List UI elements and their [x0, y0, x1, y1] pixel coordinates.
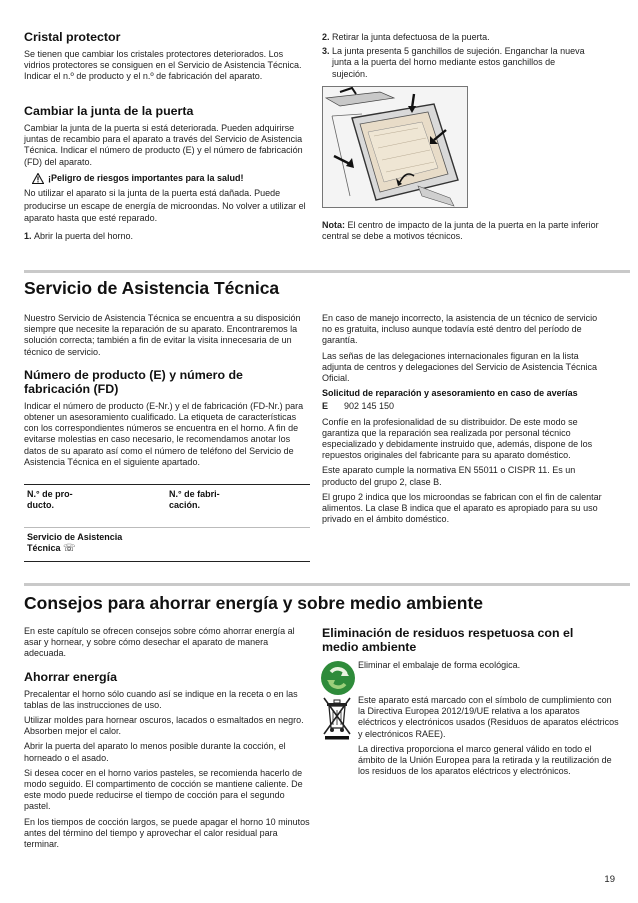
warning-title: ¡Peligro de riesgos importantes para la salud! [48, 173, 244, 183]
servicio-right [322, 313, 608, 525]
step-3 [322, 46, 608, 80]
step-1 [24, 231, 310, 242]
crossed-bin-icon [322, 696, 352, 740]
tip-1: Precalentar el horno sólo cuando así se indique en la receta o en las tablas de las instrucciones de uso. [24, 688, 298, 710]
cristal-section [24, 30, 310, 83]
section-divider-1 [24, 270, 630, 273]
tip-2: Utilizar moldes para hornear oscuros, lacados o esmaltados en negro. Absorben mejor el calor. [24, 715, 304, 737]
numero-title: Número de producto (E) y número de fabricación (FD) [24, 367, 243, 396]
consejos-title: Consejos para ahorrar energía y sobre medio ambiente [24, 593, 484, 613]
phone-line [322, 401, 608, 412]
step-1-text: Abrir la puerta del horno. [34, 231, 134, 241]
numero-text: Indicar el número de producto (E-Nr.) y el de fabricación (FD-Nr.) para obtener un asesoramiento cualificado. La etiqueta de características con los correspondientes números se encuentra en el horno. A fin de evitarse molestias en caso necesario, le recomendamos anotar los datos de su aparato así como el número de teléfono del Servicio de Asistencia Técnica en el siguiente apartado. [24, 400, 304, 467]
eliminacion-block [322, 626, 608, 654]
eliminacion-title: Eliminación de residuos respetuosa con el medio ambiente [322, 626, 574, 654]
tip-3: Abrir la puerta del aparato lo menos posible durante la cocción, el horneado o el asado. [24, 741, 286, 763]
nota-label: Nota: [322, 220, 345, 230]
step-1-number: 1. [24, 231, 32, 241]
junta-section [24, 104, 310, 168]
servicio-right-p4: Este aparato cumple la normativa EN 55011 o CISPR 11. Es un producto del grupo 2, clase B. [322, 465, 576, 487]
table-service-label [27, 532, 137, 554]
tip-5: En los tiempos de cocción largos, se puede apagar el horno 10 minutos antes del término del tiempo y aprovechar el calor residual para terminar. [24, 816, 310, 850]
page-number: 19 [604, 874, 615, 885]
table-service-text: Servicio de Asistencia Técnica [27, 532, 123, 554]
cristal-title: Cristal protector [24, 30, 121, 44]
nota-block [322, 220, 608, 242]
table-row-service [24, 528, 310, 562]
eliminacion-text-3: La directiva proporciona el marco general válido en todo el ámbito de la Unión Europea para la retirada y la reutilización de los residuos de los aparatos eléctricos y electrónicos. [358, 743, 612, 777]
step-2 [322, 32, 608, 43]
table-col-product: N.° de pro-ducto. [27, 489, 73, 511]
eliminacion-weee-text [358, 695, 620, 777]
servicio-left [24, 313, 310, 468]
consejos-intro: En este capítulo se ofrecen consejos sobre cómo ahorrar energía al asar y hornear, y sobre cómo desechar el aparato de manera adecuada. [24, 626, 295, 659]
service-data-table [24, 484, 310, 562]
servicio-intro: Nuestro Servicio de Asistencia Técnica se encuentra a su disposición siempre que necesite la reparación de su aparato. Encontraremos la solución correcta; también a fin de evitar la visita innecesaria de un técnico de servicio. [24, 313, 301, 357]
section-divider-2 [24, 583, 630, 586]
ahorrar-title: Ahorrar energía [24, 669, 117, 684]
junta-text: Cambiar la junta de la puerta si está deteriorada. Pueden adquirirse juntas de recambio para el aparato a través del Servicio de Asistencia Técnica. Indicar el número de producto (E) y el número de fabricación (FD) del aparato. [24, 123, 303, 167]
step-2-text: Retirar la junta defectuosa de la puerta. [332, 32, 490, 42]
phone-icon: ☏ [63, 543, 76, 555]
junta-title: Cambiar la junta de la puerta [24, 104, 194, 118]
table-row-product [24, 484, 310, 528]
solicitud-title: Solicitud de reparación y asesoramiento en caso de averías [322, 388, 578, 399]
consejos-left [24, 626, 310, 850]
nota-text: El centro de impacto de la junta de la puerta en la parte inferior central se debe a motivos técnicos. [322, 220, 599, 242]
servicio-right-p2: Las señas de las delegaciones internacionales figuran en la lista adjunta de centros y delegaciones del Servicio de Asistencia Técnica Oficial. [322, 350, 598, 384]
cristal-text: Se tienen que cambiar los cristales protectores deteriorados. Los vidrios protectores se consiguen en el Servicio de Asistencia Técnica. Indicar el n.º de producto y el n.º de fabricación del aparato. [24, 49, 302, 82]
warning-block [24, 173, 310, 225]
phone-number: 902 145 150 [344, 401, 395, 412]
step-3-number: 3. [322, 46, 330, 57]
warning-triangle-icon [32, 173, 44, 184]
phone-label: E [322, 401, 329, 412]
table-col-fabrication: N.° de fabri-cación. [169, 489, 220, 511]
servicio-title: Servicio de Asistencia Técnica [24, 278, 280, 298]
eliminacion-text-1: Eliminar el embalaje de forma ecológica. [358, 660, 521, 670]
servicio-right-p3: Confíe en la profesionalidad de su distribuidor. De este modo se garantiza que la reparación sea realizada por personal técnico especializado y debidamente instruido que, además, dispone de los repuestos originales del fabricante para su aparato doméstico. [322, 416, 593, 461]
servicio-right-p5: El grupo 2 indica que los microondas se fabrican con el fin de calentar alimentos. La clase B indica que el aparato es apropiado para su uso privado en el ámbito doméstico. [322, 491, 602, 525]
oven-door-illustration [322, 86, 468, 208]
steps-right [322, 32, 608, 80]
step-3-text: La junta presenta 5 ganchillos de sujeción. Enganchar la nueva junta a la puerta del horno mediante estos ganchillos de sujeción. [332, 46, 585, 79]
tip-4: Si desea cocer en el horno varios pasteles, se recomienda hacerlo de modo seguido. El compartimento de cocción se mantiene caliente. De este modo puede reducirse el tiempo de cocción para el segundo pastel. [24, 767, 303, 812]
eliminacion-text-2: Este aparato está marcado con el símbolo de cumplimiento con la Directiva Europea 2012/19/UE relativa a los aparatos eléctricos y electrónicos usados (Residuos de aparatos eléctricos y electrónicos RAEE). [358, 695, 619, 739]
warning-heading [24, 173, 310, 184]
servicio-right-p1: En caso de manejo incorrecto, la asistencia de un técnico de servicio no es gratuita, incluso aunque todavía esté dentro del período de garantía. [322, 313, 598, 346]
warning-text: No utilizar el aparato si la junta de la puerta está dañada. Puede producirse un escape de energía de microondas. No volver a utilizar el aparato hasta que esté reparado. [24, 188, 306, 224]
step-2-number: 2. [322, 32, 330, 42]
green-dot-recycling-icon [320, 660, 356, 696]
